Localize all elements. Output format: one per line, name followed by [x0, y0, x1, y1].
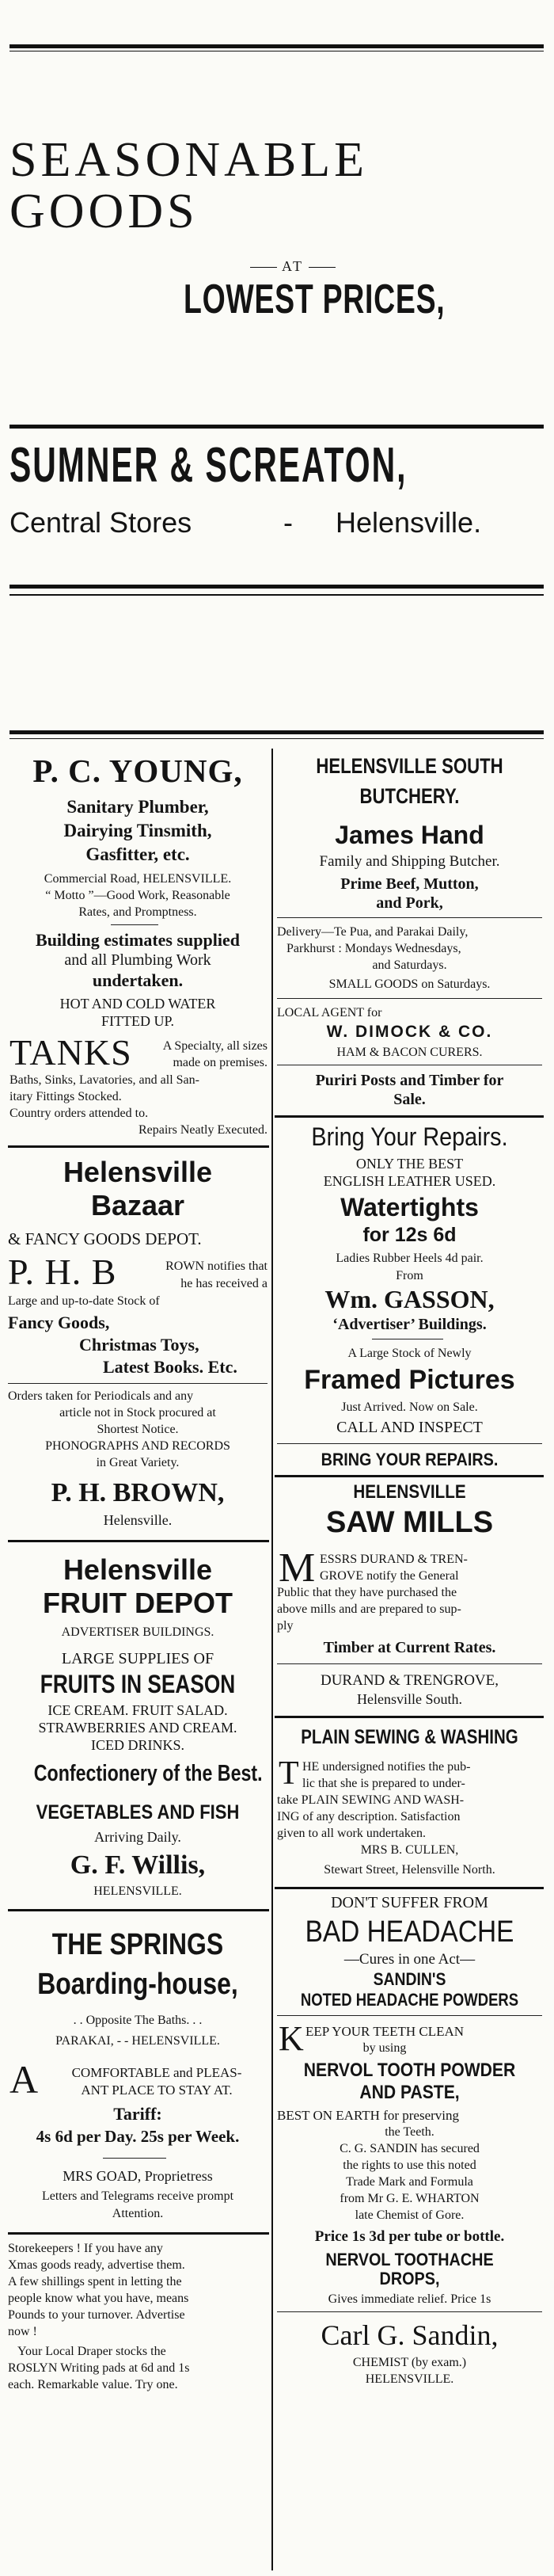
fruit-daily: Arriving Daily. — [94, 1829, 181, 1845]
location-right: Helensville. — [336, 506, 482, 539]
sandin-chemist: CHEMIST (by exam.) — [352, 2356, 467, 2369]
gasson-watertights: Watertights — [340, 1193, 479, 1221]
saw-title-2: SAW MILLS — [325, 1506, 494, 1539]
sandin-nervol-1: NERVOL TOOTH POWDER — [303, 2060, 516, 2081]
fruit-title-2: FRUIT DEPOT — [43, 1587, 233, 1619]
gasson-call: CALL AND INSPECT — [336, 1419, 483, 1436]
bazaar-fancy: Fancy Goods, — [8, 1313, 110, 1332]
storekeepers-7: Your Local Draper stocks the — [17, 2345, 166, 2358]
sewing-body-3: take PLAIN SEWING AND WASH- — [277, 1793, 465, 1807]
gasson-only-2: ENGLISH LEATHER USED. — [323, 1173, 496, 1189]
sandin-by-using: by using — [362, 2041, 407, 2055]
saw-body-4: above mills and are prepared to sup- — [277, 1602, 461, 1616]
bazaar-subtitle: & FANCY GOODS DEPOT. — [8, 1229, 202, 1248]
fruit-line-2: FRUITS IN SEASON — [40, 1670, 236, 1698]
fruit-buildings: ADVERTISER BUILDINGS. — [61, 1625, 214, 1639]
tanks-title: TANKS — [9, 1032, 132, 1073]
bazaar-title-1: Helensville — [63, 1156, 213, 1188]
sandin-toothache-2: DROPS, — [379, 2269, 440, 2288]
sandin-secured-5: late Chemist of Gore. — [355, 2208, 465, 2222]
bazaar-initials: P. H. B — [8, 1252, 117, 1292]
young-address: Commercial Road, HELENSVILLE. — [44, 872, 232, 886]
storekeepers-8: ROSLYN Writing pads at 6d and 1s — [8, 2361, 190, 2375]
sandin-secured-3: Trade Mark and Formula — [346, 2175, 473, 2189]
bazaar-orders-1: Orders taken for Periodicals and any — [8, 1389, 194, 1403]
bazaar-books: Latest Books. Etc. — [103, 1357, 237, 1377]
columns-rule-thick — [9, 730, 544, 734]
saw-signature: DURAND & TRENGROVE, — [320, 1672, 499, 1689]
butchery-title-1: HELENSVILLE SOUTH — [316, 754, 503, 778]
saw-body-2: GROVE notify the General — [320, 1569, 459, 1583]
gasson-framed: Framed Pictures — [304, 1365, 515, 1395]
at-text: AT — [282, 258, 304, 274]
young-hot-2: FITTED UP. — [101, 1013, 174, 1029]
fruit-confectionery: Confectionery of the Best. — [33, 1761, 263, 1786]
springs-address: PARAKAI, - - HELENSVILLE. — [55, 2034, 220, 2048]
butchery-ham: HAM & BACON CURERS. — [336, 1046, 483, 1059]
butchery-separator-2 — [277, 998, 542, 999]
fruit-rule — [8, 1909, 269, 1911]
gasson-buildings: ‘Advertiser’ Buildings. — [332, 1316, 487, 1333]
butchery-separator-1 — [277, 917, 542, 918]
tanks-text-2: made on premises. — [173, 1056, 268, 1069]
storekeepers-5: Pounds to your turnover. Advertise — [8, 2308, 185, 2322]
tanks-text-3: Baths, Sinks, Lavatories, and all San- — [9, 1073, 199, 1087]
fruit-line-1: LARGE SUPPLIES OF — [61, 1650, 214, 1667]
storekeepers-6: now ! — [8, 2325, 37, 2338]
sandin-nervol-2: AND PASTE, — [359, 2082, 460, 2103]
bazaar-body-3: Large and up-to-date Stock of — [8, 1294, 160, 1308]
bazaar-orders-4: PHONOGRAPHS AND RECORDS — [45, 1439, 230, 1453]
young-line-2: Dairying Tinsmith, — [63, 821, 212, 840]
young-name: P. C. YOUNG, — [32, 753, 243, 789]
springs-comfortable-2: ANT PLACE TO STAY AT. — [81, 2083, 233, 2098]
saw-title-1: HELENSVILLE — [353, 1481, 466, 1503]
sandin-cures: —Cures in one Act— — [343, 1951, 476, 1968]
young-estimates-2: and all Plumbing Work — [64, 951, 211, 969]
sandin-bad-headache: BAD HEADACHE — [305, 1915, 514, 1949]
sewing-body-2: lic that she is prepared to under- — [302, 1777, 465, 1790]
gasson-rule — [275, 1475, 544, 1477]
young-line-1: Sanitary Plumber, — [66, 797, 209, 817]
storekeepers-4: people know what you have, means — [8, 2292, 189, 2305]
springs-title-1: THE SPRINGS — [51, 1928, 224, 1961]
springs-letters-2: Attention. — [112, 2207, 164, 2220]
gasson-name: Wm. GASSON, — [324, 1285, 495, 1313]
young-estimates-1: Building estimates supplied — [36, 930, 240, 950]
butchery-agent: LOCAL AGENT for — [277, 1006, 382, 1019]
sandin-signature: Carl G. Sandin, — [321, 2319, 499, 2351]
fruit-vegetables: VEGETABLES AND FISH — [36, 1801, 240, 1823]
bazaar-signature: P. H. BROWN, — [51, 1478, 225, 1507]
sandin-price: Price 1s 3d per tube or bottle. — [314, 2228, 505, 2245]
columns-rule-thin — [9, 738, 544, 739]
location-left: Central Stores — [9, 506, 192, 539]
firm-rule-top — [9, 425, 544, 429]
saw-signature-town: Helensville South. — [357, 1691, 462, 1707]
fruit-title-1: Helensville — [63, 1553, 213, 1586]
sandin-secured-4: from Mr G. E. WHARTON — [340, 2192, 480, 2205]
saw-separator — [277, 1663, 542, 1664]
butchery-family: Family and Shipping Butcher. — [319, 853, 500, 870]
bazaar-orders-3: Shortest Notice. — [97, 1423, 179, 1436]
bazaar-signature-town: Helensville. — [103, 1512, 173, 1528]
storekeepers-2: Xmas goods ready, advertise them. — [8, 2258, 185, 2272]
bazaar-title-2: Bazaar — [90, 1189, 185, 1221]
butchery-rule — [275, 1115, 544, 1118]
young-estimates-3: undertaken. — [92, 970, 184, 990]
bazaar-rule — [8, 1540, 269, 1542]
sandin-noted: NOTED HEADACHE POWDERS — [300, 1990, 519, 2010]
gasson-arrived: Just Arrived. Now on Sale. — [341, 1400, 478, 1414]
gasson-separator-2 — [277, 1443, 542, 1444]
saw-timber: Timber at Current Rates. — [323, 1639, 496, 1656]
butchery-small-goods: SMALL GOODS on Saturdays. — [328, 977, 491, 991]
fruit-line-3: ICE CREAM. FRUIT SALAD. — [47, 1702, 228, 1718]
saw-body-3: Public that they have purchased the — [277, 1586, 457, 1599]
springs-proprietress: MRS GOAD, Proprietress — [63, 2168, 213, 2184]
saw-body-1: ESSRS DURAND & TREN- — [320, 1553, 468, 1566]
butchery-puriri-2: Sale. — [393, 1091, 426, 1108]
tanks-text-5: Country orders attended to. — [9, 1107, 149, 1120]
storekeepers-3: A few shillings spent in letting the — [8, 2275, 182, 2288]
sandin-dropcap: K — [279, 2019, 304, 2058]
storekeepers-1: Storekeepers ! If you have any — [8, 2242, 163, 2255]
saw-rule — [275, 1716, 544, 1718]
springs-dropcap: A — [9, 2057, 39, 2102]
sandin-keep: EEP YOUR TEETH CLEAN — [305, 2024, 465, 2039]
sewing-body-1: HE undersigned notifies the pub- — [302, 1760, 471, 1774]
young-rule — [8, 1145, 269, 1148]
saw-body-5: ply — [277, 1619, 294, 1633]
bazaar-separator — [8, 1383, 268, 1384]
sewing-rule — [275, 1887, 544, 1889]
location-dash: - — [283, 506, 293, 539]
column-divider — [271, 749, 273, 2570]
top-rule-thick — [9, 44, 544, 48]
sandin-best-2: the Teeth. — [385, 2125, 434, 2139]
firm-name: SUMNER & SCREATON, — [9, 438, 408, 493]
sandin-toothache-1: NERVOL TOOTHACHE — [325, 2250, 494, 2269]
butchery-prime-1: Prime Beef, Mutton, — [340, 875, 479, 893]
sandin-dont: DON'T SUFFER FROM — [331, 1894, 488, 1911]
sandin-name: SANDIN'S — [373, 1969, 446, 1989]
butchery-title-2: BUTCHERY. — [359, 784, 460, 808]
sewing-signature: MRS B. CULLEN, — [360, 1843, 459, 1857]
young-hot-1: HOT AND COLD WATER — [59, 996, 216, 1012]
butchery-name: James Hand — [335, 821, 484, 849]
springs-letters-1: Letters and Telegrams receive prompt — [41, 2189, 234, 2203]
sewing-address: Stewart Street, Helensville North. — [324, 1863, 495, 1877]
butchery-puriri-1: Puriri Posts and Timber for — [315, 1072, 504, 1089]
sandin-separator-2 — [277, 2311, 542, 2312]
mid-rule-thick — [9, 585, 544, 589]
sewing-body-5: given to all work undertaken. — [277, 1827, 426, 1840]
young-motto-2: Rates, and Promptness. — [78, 905, 197, 919]
tanks-text-4: itary Fittings Stocked. — [9, 1090, 122, 1103]
sewing-body-4: ING of any description. Satisfaction — [277, 1810, 461, 1823]
sandin-best-1: BEST ON EARTH for preserving — [277, 2108, 460, 2123]
butchery-delivery-2: Parkhurst : Mondays Wednesdays, — [286, 942, 461, 955]
sandin-relief: Gives immediate relief. Price 1s — [328, 2292, 491, 2306]
butchery-delivery-3: and Saturdays. — [372, 958, 447, 972]
sandin-secured-1: C. G. SANDIN has secured — [340, 2142, 480, 2155]
headline-goods: GOODS — [9, 185, 199, 238]
springs-comfortable-1: COMFORTABLE and PLEAS- — [71, 2065, 242, 2080]
young-motto-1: “ Motto ”—Good Work, Reasonable — [45, 889, 230, 902]
bazaar-body-2: he has received a — [180, 1277, 268, 1290]
young-line-3: Gasfitter, etc. — [85, 844, 190, 864]
at-line — [230, 257, 356, 276]
gasson-ladies: Ladies Rubber Heels 4d pair. — [336, 1252, 484, 1265]
bazaar-body-1: ROWN notifies that — [165, 1259, 268, 1273]
springs-separator — [103, 2158, 166, 2159]
butchery-delivery-1: Delivery—Te Pua, and Parakai Daily, — [277, 925, 469, 939]
springs-rule — [8, 2232, 269, 2235]
bazaar-orders-2: article not in Stock procured at — [59, 1406, 216, 1419]
butchery-prime-2: and Pork, — [376, 894, 443, 912]
springs-title-2: Boarding-house, — [37, 1968, 238, 2001]
springs-opposite: . . Opposite The Baths. . . — [73, 2014, 203, 2027]
lowest-prices: LOWEST PRICES, — [184, 276, 446, 322]
fruit-signature-town: HELENSVILLE. — [93, 1884, 182, 1898]
young-separator — [111, 924, 158, 925]
butchery-dimock: W. DIMOCK & CO. — [326, 1023, 493, 1041]
bazaar-xmas: Christmas Toys, — [79, 1335, 199, 1355]
gasson-from: From — [396, 1269, 423, 1282]
sewing-title: PLAIN SEWING & WASHING — [301, 1726, 518, 1748]
sewing-dropcap: T — [279, 1755, 299, 1792]
headline-seasonable: SEASONABLE — [9, 133, 369, 187]
sandin-secured-2: the rights to use this noted — [343, 2159, 476, 2172]
springs-rates: 4s 6d per Day. 25s per Week. — [36, 2127, 240, 2146]
sandin-separator-1 — [277, 2015, 542, 2016]
saw-dropcap: M — [279, 1545, 316, 1591]
bazaar-orders-5: in Great Variety. — [96, 1456, 180, 1469]
sandin-town: HELENSVILLE. — [365, 2372, 454, 2386]
tanks-text-6: Repairs Neatly Executed. — [138, 1123, 268, 1137]
fruit-line-4: STRAWBERRIES AND CREAM. — [38, 1720, 237, 1736]
storekeepers-9: each. Remarkable value. Try one. — [8, 2378, 178, 2391]
gasson-only-1: ONLY THE BEST — [355, 1156, 464, 1172]
gasson-bring-2: BRING YOUR REPAIRS. — [321, 1450, 499, 1469]
fruit-signature: G. F. Willis, — [70, 1850, 206, 1880]
tanks-text-1: A Specialty, all sizes — [162, 1039, 268, 1053]
mid-rule-thin — [9, 594, 544, 596]
springs-tariff: Tariff: — [113, 2104, 162, 2124]
gasson-stock: A Large Stock of Newly — [347, 1347, 472, 1360]
gasson-bring: Bring Your Repairs. — [311, 1122, 508, 1151]
gasson-price: for 12s 6d — [362, 1224, 457, 1246]
fruit-line-5: ICED DRINKS. — [90, 1737, 184, 1753]
